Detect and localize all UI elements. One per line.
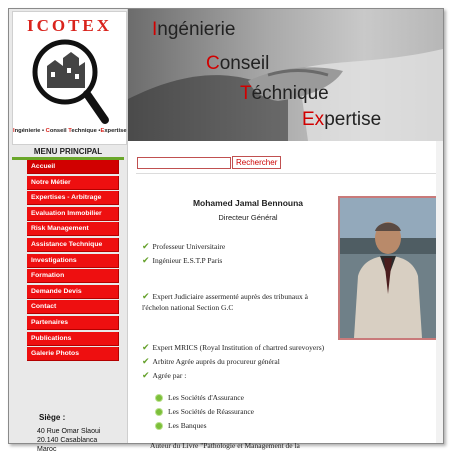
credential-item: ✔ Arbitre Agrée auprès du procureur général — [142, 357, 280, 367]
credential-item: ✔ Expert MRICS (Royal Institution of chartred surevoyers) — [142, 343, 325, 353]
address-line: 40 Rue Omar Slaoui — [37, 428, 101, 435]
bullet-dot-icon — [156, 409, 162, 415]
menu-item-accueil[interactable]: Accueil — [27, 160, 119, 174]
menu-item-demande-devis[interactable]: Demande Devis — [27, 285, 119, 299]
person-role: Directeur Général — [218, 213, 278, 222]
menu-item-galerie-photos[interactable]: Galerie Photos — [27, 347, 119, 361]
menu-item-partenaires[interactable]: Partenaires — [27, 316, 119, 330]
menu-item-publications[interactable]: Publications — [27, 332, 119, 346]
menu-item-contact[interactable]: Contact — [27, 300, 119, 314]
page-frame — [8, 8, 444, 453]
checkmark-icon: ✔ — [142, 256, 150, 266]
director-photo — [338, 196, 438, 340]
menu-item-formation[interactable]: Formation — [27, 269, 119, 283]
checkmark-icon: ✔ — [142, 357, 150, 367]
credential-item: ✔ Expert Judiciaire assermenté auprès des tribunaux à — [142, 292, 308, 302]
checkmark-icon: ✔ — [142, 242, 150, 252]
header-banner — [128, 9, 443, 141]
main-menu — [27, 160, 119, 363]
author-line: Auteur du Livre "Pathologie et Management de la — [150, 441, 300, 450]
search-button[interactable]: Rechercher — [232, 156, 281, 169]
checkmark-icon: ✔ — [142, 292, 150, 302]
divider — [136, 173, 441, 174]
magnifier-logo-icon — [27, 36, 113, 128]
menu-item-risk-management[interactable]: Risk Management — [27, 222, 119, 236]
logo[interactable] — [12, 11, 127, 145]
credential-item: ✔ Ingénieur E.S.T.P Paris — [142, 256, 223, 266]
search-input[interactable] — [137, 157, 231, 169]
credential-item: ✔ Professeur Universitaire — [142, 242, 226, 252]
banner-line-expertise: Expertise — [302, 109, 382, 130]
credential-item: ✔ Agrée par : — [142, 371, 187, 381]
siege-title: Siège : — [39, 413, 66, 422]
sidebar — [9, 9, 128, 453]
banner-line-ingenierie: Ingénierie — [152, 19, 236, 40]
menu-item-assistance-technique[interactable]: Assistance Technique — [27, 238, 119, 252]
bullet-dot-icon — [156, 423, 162, 429]
main-content — [128, 141, 443, 450]
address-line: 20.140 Casablanca — [37, 437, 98, 444]
logo-tagline: Ingénierie • Conseil Technique •Expertise — [13, 128, 127, 134]
person-name: Mohamed Jamal Bennouna — [192, 198, 304, 208]
bullet-dot-icon — [156, 395, 162, 401]
agreement-item: Les Banques — [156, 421, 207, 430]
agreement-item: Les Sociétés d'Assurance — [156, 393, 244, 402]
menu-item-notre-metier[interactable]: Notre Métier — [27, 176, 119, 190]
credential-item-continued: l'échelon national Section G.C — [142, 303, 234, 312]
menu-item-expertises-arbitrage[interactable]: Expertises - Arbitrage — [27, 191, 119, 205]
checkmark-icon: ✔ — [142, 371, 150, 381]
checkmark-icon: ✔ — [142, 343, 150, 353]
scrollbar[interactable] — [436, 141, 443, 443]
logo-wordmark: ICOTEX — [26, 16, 113, 35]
banner-line-technique: Téchnique — [240, 83, 329, 104]
menu-item-investigations[interactable]: Investigations — [27, 254, 119, 268]
menu-title: MENU PRINCIPAL — [33, 147, 103, 156]
agreement-item: Les Sociétés de Réassurance — [156, 407, 254, 416]
siege-address — [37, 427, 123, 454]
menu-item-evaluation-immobilier[interactable]: Evaluation Immobilier — [27, 207, 119, 221]
portrait-image — [340, 198, 436, 338]
address-line: Maroc — [37, 446, 57, 453]
banner-line-conseil: Conseil — [206, 53, 270, 74]
